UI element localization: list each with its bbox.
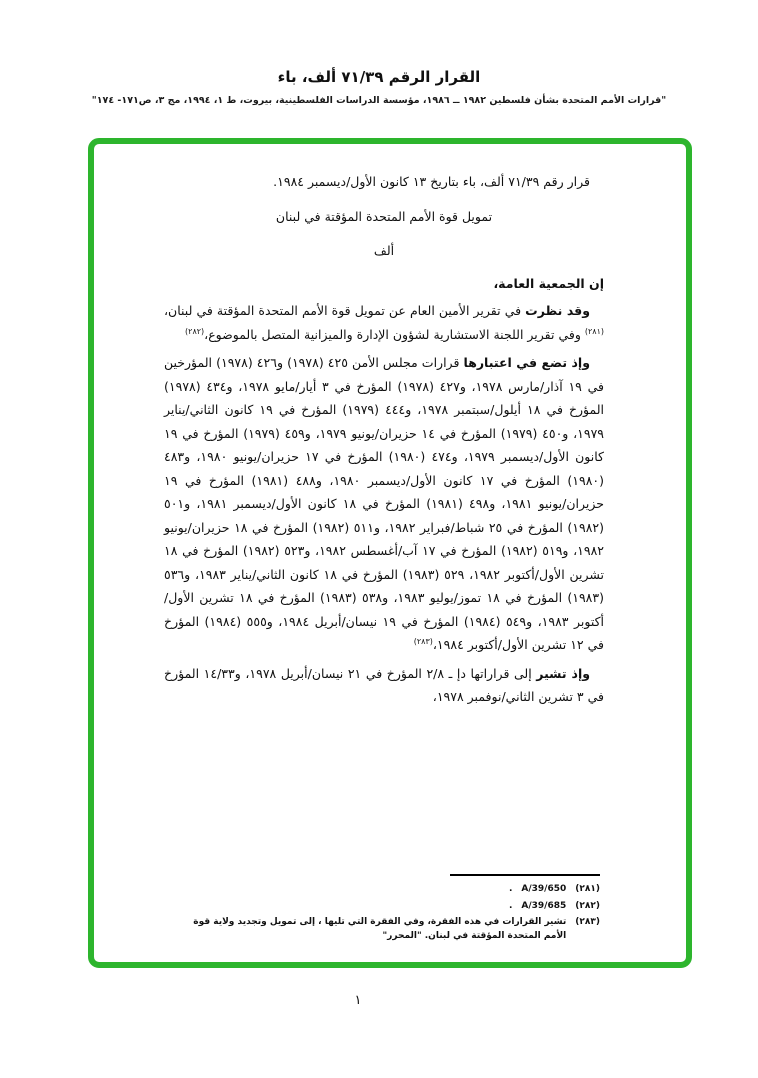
page-title: القرار الرقم ٧١/٣٩ ألف، باء xyxy=(277,68,481,86)
footnote-text: تشير القرارات في هذه الفقرة، وفي الفقرة التي تليها ، إلى تمويل وتجديد ولاية قوة الأمم المتحدة المؤقتة في لبنان. "المحرر" xyxy=(193,917,567,941)
footnote-row xyxy=(168,916,600,943)
document-frame xyxy=(88,138,692,968)
page-header xyxy=(0,68,758,106)
footnote-marker: (٢٨٣) xyxy=(575,917,600,927)
text-segment: في تقرير الأمين العام عن تمويل قوة الأمم المتحدة المؤقتة في لبنان، xyxy=(164,303,526,318)
paragraph xyxy=(164,170,604,194)
footnote-marker-ref: (٢٨٢) xyxy=(185,326,205,336)
footnotes-block xyxy=(164,874,604,946)
text-segment: إلى قراراتها دإ ـ ٢/٨ المؤرخ في ٢١ نيسان/أبريل ١٩٧٨، و١٤/٣٣ المؤرخ في ٣ تشرين الثاني/نوفمبر ١٩٧٨، xyxy=(164,665,604,704)
footnote-marker: (٢٨٢) xyxy=(575,900,600,911)
paragraph xyxy=(164,205,604,229)
footnote-marker-ref: (٢٨٣) xyxy=(413,636,433,646)
text-segment: ألف xyxy=(373,243,395,258)
paragraph xyxy=(164,299,604,346)
paragraph xyxy=(164,272,604,296)
footnote-tail: . xyxy=(508,900,513,911)
text-segment: قرارات مجلس الأمن ٤٢٥ (١٩٧٨) و٤٢٦ (١٩٧٨) المؤرخين في ١٩ آذار/مارس ١٩٧٨، و٤٢٧ (١٩٧٨) المؤرخ في ٣ أيار/مايو ١٩٧٨، و٤٣٤ (١٩٧٨) المؤرخ في ١٨ أيلول/سبتمبر ١٩٧٨، و٤٤٤ (١٩٧٩) المؤرخ في ١٩ كانون الثاني/يناير ١٩٧٩، و٤٥٠ (١٩٧٩) المؤرخ في ١٤ حزيران/يونيو ١٩٧٩، و٤٥٩ (١٩٧٩) المؤرخ في ١٩ كانون الأول/ديسمبر ١٩٧٩، و٤٧٤ (١٩٨٠) المؤرخ في ١٧ حزيران/يونيو ١٩٨٠، و٤٨٣ (١٩٨٠) المؤرخ في ١٧ كانون الأول/ديسمبر ١٩٨٠، و٤٨٨ (١٩٨١) المؤرخ في ١٩ حزيران/يونيو ١٩٨١، و٤٩٨ (١٩٨١) المؤرخ في ١٨ كانون الأول/ديسمبر ١٩٨١، و٥٠١ (١٩٨٢) المؤرخ في ٢٥ شباط/فبراير ١٩٨٢، و٥١١ (١٩٨٢) المؤرخ في ١٨ حزيران/يونيو ١٩٨٢، و٥١٩ (١٩٨٢) المؤرخ في ١٧ آب/أغسطس ١٩٨٢، و٥٢٣ (١٩٨٢) المؤرخ في ١٨ تشرين الأول/أكتوبر ١٩٨٢، ٥٢٩ (١٩٨٣) المؤرخ في ١٨ كانون الثاني/يناير ١٩٨٣، و٥٣٦ (١٩٨٣) المؤرخ في ١٨ تموز/يوليو ١٩٨٣، و٥٣٨ (١٩٨٣) المؤرخ في ١٨ تشرين الأول/أكتوبر ١٩٨٣، و٥٤٩ (١٩٨٤) المؤرخ في ١٩ نيسان/أبريل ١٩٨٤، و٥٥٥ (١٩٨٤) المؤرخ في ١٢ تشرين الأول/أكتوبر ١٩٨٤، xyxy=(164,355,605,652)
source-citation: "قرارات الأمم المتحدة بشأن فلسطين ١٩٨٢ ــ ١٩٨٦، مؤسسة الدراسات الفلسطينية، بيروت، ط ١، ١٩٩٤، مج ٣، ص١٧١- ١٧٤" xyxy=(91,95,667,106)
paragraph xyxy=(164,351,604,657)
text-segment: تمويل قوة الأمم المتحدة المؤقتة في لبنان xyxy=(275,208,493,224)
page-number: ١ xyxy=(354,993,362,1008)
text-segment: وقد نظرت xyxy=(525,303,591,318)
text-segment: وإذ تضع في اعتبارها xyxy=(463,355,590,370)
footnote-separator xyxy=(450,874,600,876)
text-segment: قرار رقم ٧١/٣٩ ألف، باء بتاريخ ١٣ كانون الأول/ديسمبر ١٩٨٤. xyxy=(273,174,590,189)
footnote-text: A/39/685 xyxy=(521,900,567,911)
footnote-text: A/39/650 xyxy=(521,884,567,894)
document-body xyxy=(164,170,604,714)
footnote-marker-ref: (٢٨١) xyxy=(584,326,604,336)
text-segment: وفي تقرير اللجنة الاستشارية لشؤون الإدارة والميزانية المتصل بالموضوع، xyxy=(204,326,585,342)
footnote-marker: (٢٨١) xyxy=(575,884,600,894)
footnote-row xyxy=(168,900,600,914)
paragraph xyxy=(164,662,604,709)
paragraph xyxy=(164,239,604,263)
footnote-list xyxy=(164,883,604,943)
text-segment: وإذ تشير xyxy=(536,665,591,681)
footnote-tail: . xyxy=(508,884,513,894)
text-segment: إن الجمعية العامة، xyxy=(493,275,604,291)
footnote-row xyxy=(168,883,600,897)
